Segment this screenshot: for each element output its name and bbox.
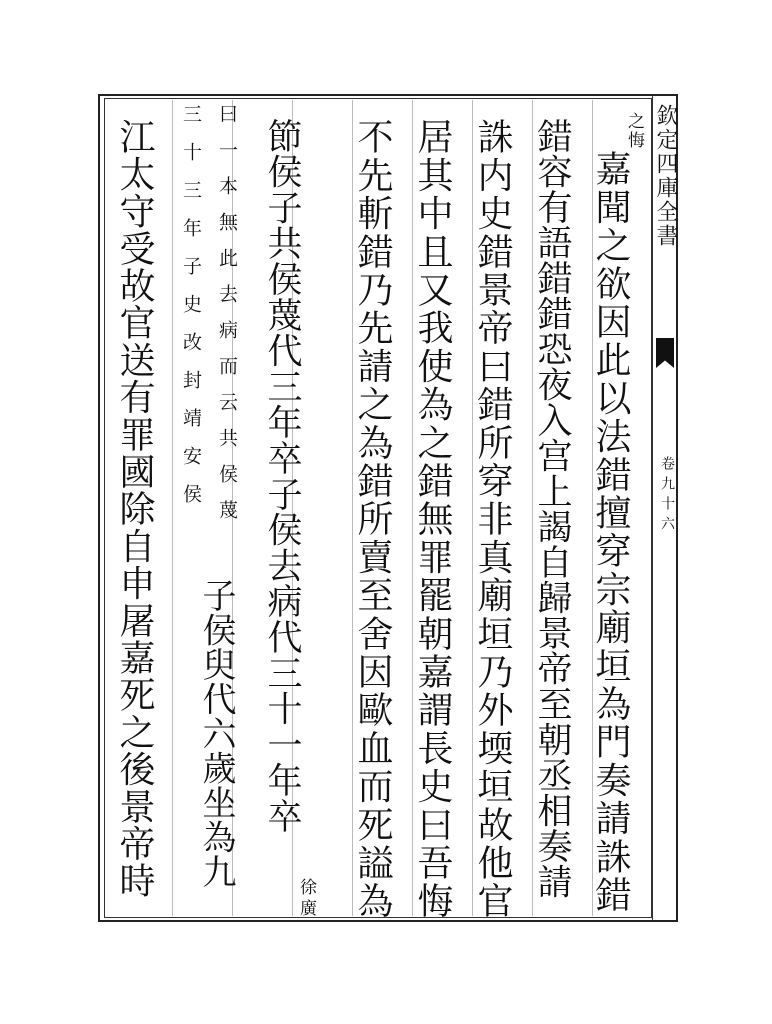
column-6-annotation: 徐廣 [296,878,316,920]
margin-volume: 卷九十六 [659,456,675,536]
column-1-text: 嘉聞之欲因此以法錯擅穿宗廟垣為門奏請誅錯 [590,150,631,914]
column-5-text: 不先斬錯乃先請之為錯所賣至舍因歐血而死謚為 [352,118,393,921]
column-3-text: 誅内史錯景帝曰錯所穿非真廟垣乃外堧垣故他官 [472,118,513,921]
column-4-text: 居其中且又我使為之錯無罪罷朝嘉謂長史曰吾悔 [412,118,453,921]
column-2-text: 錯容有語錯錯恐夜入宫上謁自歸景帝至朝丞相奏請 [532,118,572,899]
column-1-prefix: 之悔 [624,112,644,150]
column-rule [172,100,173,916]
column-9-text: 子侯臾代六歲坐為九 [196,578,236,889]
margin-title: 欽定四庫全書 [653,104,678,248]
commentary-line-2: 三十三年子史改封靖安侯 [180,104,202,522]
commentary-line-1: 曰一本無此去病而云共侯蔑 [216,104,238,536]
column-10-text: 江太守受故官送有罪國除自申屠嘉死之後景帝時 [114,118,155,900]
column-6-text: 節侯子共侯蔑代三年卒子侯去病代三十一年卒 [262,118,302,834]
